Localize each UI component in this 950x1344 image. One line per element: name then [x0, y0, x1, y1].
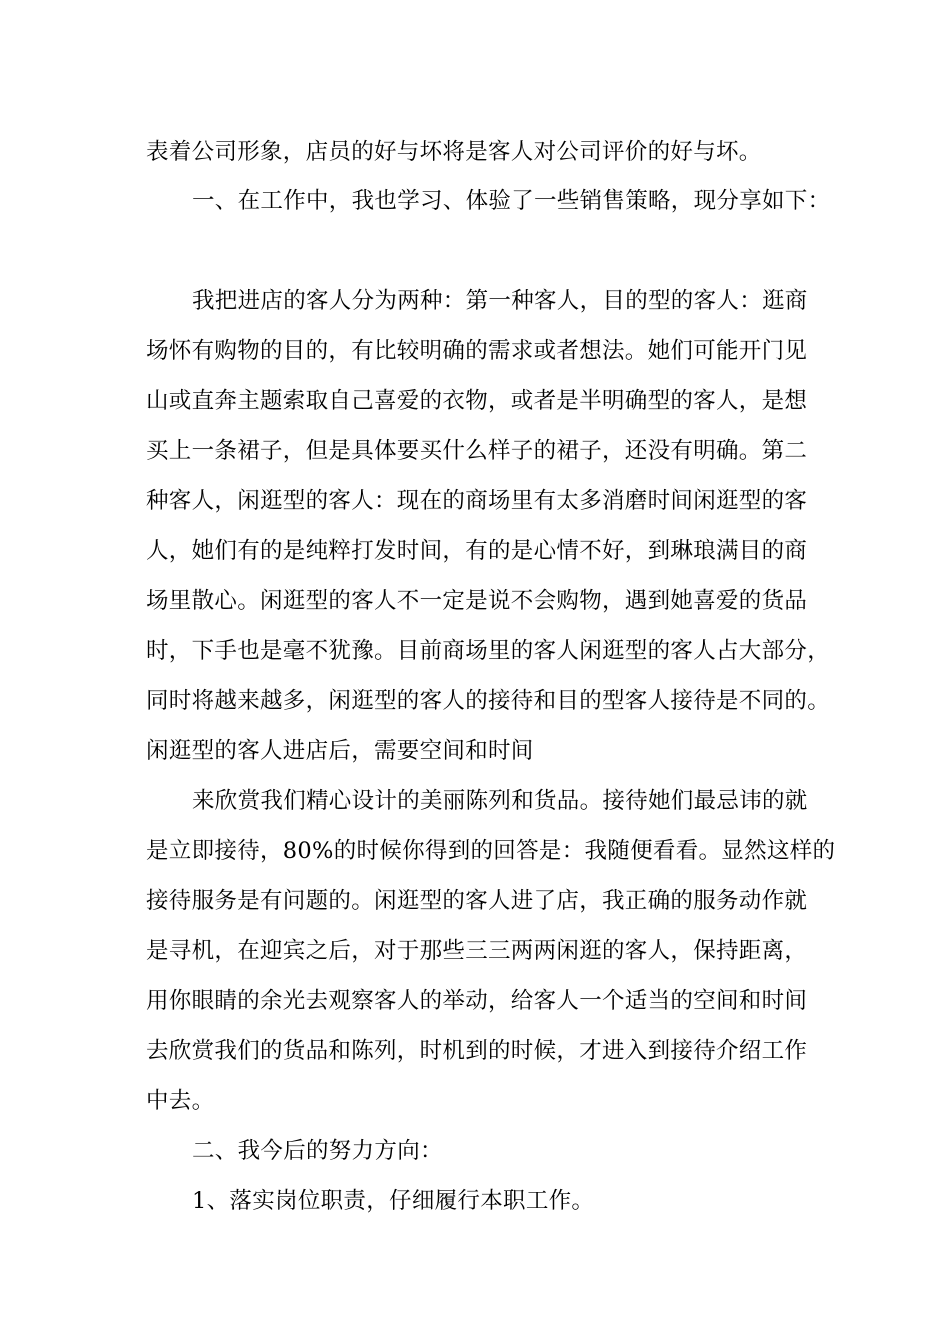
- text-line: 去欣赏我们的货品和陈列，时机到的时候，才进入到接待介绍工作: [146, 1038, 808, 1064]
- text-line: 闲逛型的客人进店后，需要空间和时间: [146, 738, 534, 764]
- text-line: 场里散心。闲逛型的客人不一定是说不会购物，遇到她喜爱的货品: [146, 588, 808, 614]
- text-line: 同时将越来越多，闲逛型的客人的接待和目的型客人接待是不同的。: [146, 688, 831, 714]
- text-line: 是立即接待，80%的时候你得到的回答是：我随便看看。显然这样的: [146, 838, 836, 864]
- section-heading: 二、我今后的努力方向：: [192, 1138, 443, 1164]
- text-line: 用你眼睛的余光去观察客人的举动，给客人一个适当的空间和时间: [146, 988, 808, 1014]
- text-line: 我把进店的客人分为两种：第一种客人，目的型的客人：逛商: [192, 288, 808, 314]
- text-line: 场怀有购物的目的，有比较明确的需求或者想法。她们可能开门见: [146, 338, 808, 364]
- text-line: 中去。: [146, 1088, 215, 1114]
- text-line: 买上一条裙子，但是具体要买什么样子的裙子，还没有明确。第二: [146, 438, 808, 464]
- text-line: 来欣赏我们精心设计的美丽陈列和货品。接待她们最忌讳的就: [192, 788, 808, 814]
- text-line: 人，她们有的是纯粹打发时间，有的是心情不好，到琳琅满目的商: [146, 538, 808, 564]
- text-line: 表着公司形象，店员的好与坏将是客人对公司评价的好与坏。: [146, 139, 762, 165]
- text-line: 山或直奔主题索取自己喜爱的衣物，或者是半明确型的客人，是想: [146, 388, 808, 414]
- section-heading: 一、在工作中，我也学习、体验了一些销售策略，现分享如下：: [192, 188, 831, 214]
- list-item: 1、落实岗位职责，仔细履行本职工作。: [192, 1188, 595, 1214]
- text-line: 接待服务是有问题的。闲逛型的客人进了店，我正确的服务动作就: [146, 888, 808, 914]
- text-line: 是寻机，在迎宾之后，对于那些三三两两闲逛的客人，保持距离，: [146, 938, 808, 964]
- text-line: 种客人，闲逛型的客人：现在的商场里有太多消磨时间闲逛型的客: [146, 488, 808, 514]
- text-line: 时，下手也是毫不犹豫。目前商场里的客人闲逛型的客人占大部分，: [146, 638, 831, 664]
